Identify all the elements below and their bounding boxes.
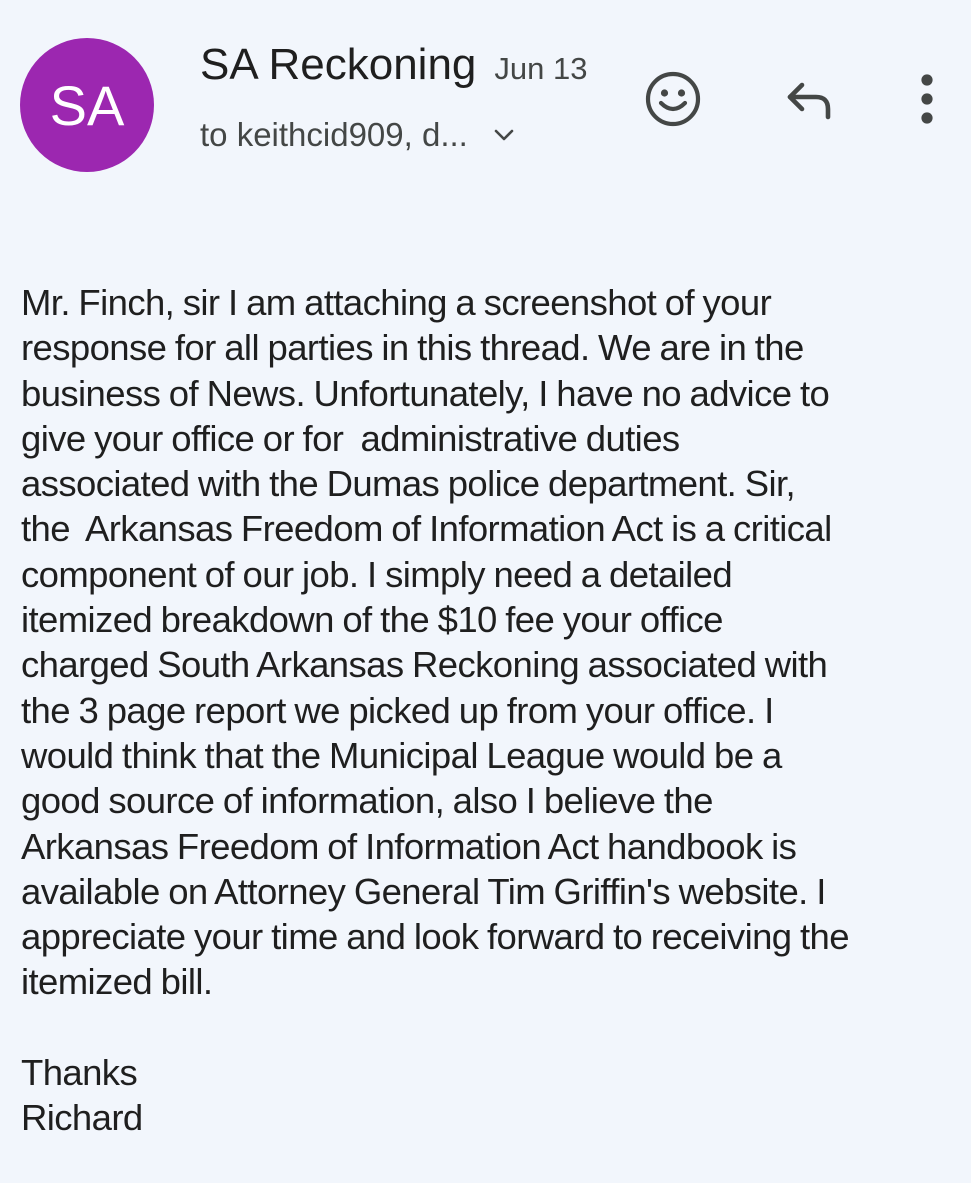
signature: Richard xyxy=(21,1097,143,1139)
message-header xyxy=(0,0,971,200)
body-line: component of our job. I simply need a detailed xyxy=(21,553,733,595)
body-line: the Arkansas Freedom of Information Act is a critical xyxy=(21,508,832,550)
chevron-down-icon xyxy=(492,123,516,147)
body-line: itemized breakdown of the $10 fee your office xyxy=(21,599,723,641)
paragraph-gap xyxy=(21,1005,956,1050)
body-line: charged South Arkansas Reckoning associated with xyxy=(21,644,828,686)
body-line: appreciate your time and look forward to receiving the xyxy=(21,916,849,958)
more-options-button[interactable] xyxy=(892,64,962,134)
more-vertical-icon xyxy=(917,71,937,127)
reply-icon xyxy=(782,75,838,123)
message-date: Jun 13 xyxy=(494,51,588,86)
body-line: response for all parties in this thread. We are in the xyxy=(21,327,804,369)
body-line: business of News. Unfortunately, I have no advice to xyxy=(21,372,830,414)
add-reaction-button[interactable] xyxy=(638,64,708,134)
recipients-toggle[interactable] xyxy=(200,116,516,154)
avatar-initials: SA xyxy=(49,73,125,137)
body-line: Mr. Finch, sir I am attaching a screenshot of your xyxy=(21,282,772,323)
sender-line xyxy=(200,40,587,90)
message-body xyxy=(21,280,956,1141)
emoji-smile-icon xyxy=(644,70,702,128)
body-line: give your office or for administrative duties xyxy=(21,417,680,459)
reply-button[interactable] xyxy=(775,64,845,134)
body-line: associated with the Dumas police department. Sir, xyxy=(21,463,796,505)
sender-name[interactable]: SA Reckoning xyxy=(200,40,477,89)
body-line: itemized bill. xyxy=(21,961,213,1003)
body-line: the 3 page report we picked up from your office. I xyxy=(21,689,774,731)
recipients-text: to keithcid909, d... xyxy=(200,116,468,153)
sender-avatar[interactable] xyxy=(20,38,154,172)
body-line: available on Attorney General Tim Griffin's website. I xyxy=(21,870,826,912)
body-line: good source of information, also I believe the xyxy=(21,780,713,822)
body-line: Arkansas Freedom of Information Act handbook is xyxy=(21,825,797,867)
body-line: would think that the Municipal League would be a xyxy=(21,734,782,776)
signoff: Thanks xyxy=(21,1052,138,1094)
